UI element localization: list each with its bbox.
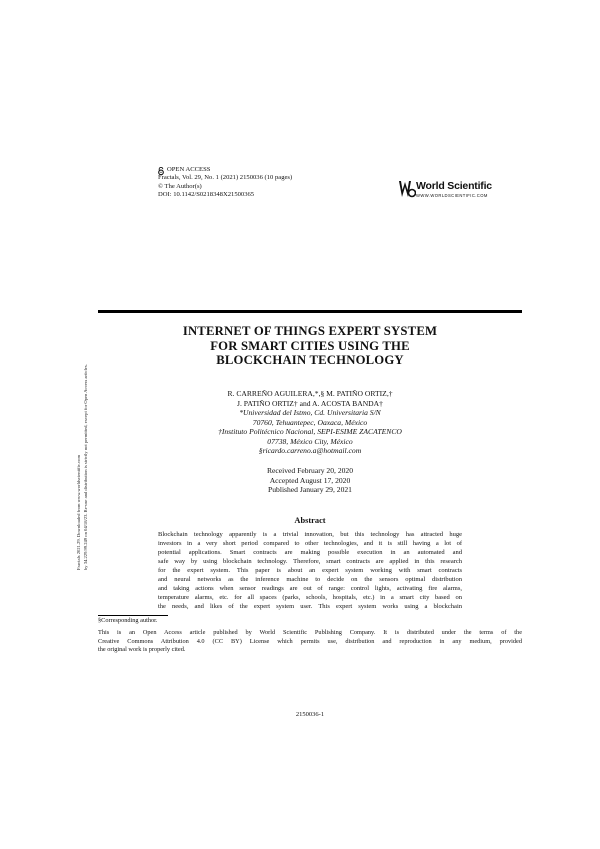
copyright-line: © The Author(s) (158, 182, 202, 190)
published-date: Published January 29, 2021 (268, 485, 352, 495)
title-line-1: INTERNET OF THINGS EXPERT SYSTEM (182, 324, 438, 338)
authors-line-2: J. PATIÑO ORTIZ† and A. ACOSTA BANDA† (237, 398, 383, 408)
affiliation-2-line-1: †Instituto Politécnico Nacional, SEPI-ESIME ZACATENCO (218, 427, 402, 436)
world-scientific-emblem-icon (398, 179, 416, 201)
open-access-lock-icon (158, 167, 164, 174)
side-note-line-1: Fractals 2021.29. Downloaded from www.worldscientific.com (76, 454, 81, 570)
license-line: Creative Commons Attribution 4.0 (CC BY) License which permits use, distribution and reproduction in any medium, provided (98, 637, 522, 645)
title-line-2: FOR SMART CITIES USING THE (210, 338, 410, 353)
license-line: This is an Open Access article published by World Scientific Publishing Company. It is distributed under the terms of the (98, 629, 522, 636)
accepted-date: Accepted August 17, 2020 (269, 475, 351, 485)
abstract-line: for the expert system. This paper is about an expert system working with smart contracts (158, 566, 462, 574)
journal-citation: Fractals, Vol. 29, No. 1 (2021) 2150036 (10 pages) (158, 174, 293, 182)
affiliation-2-line-2: 07738, México City, México (267, 436, 353, 446)
journal-metadata (158, 166, 292, 199)
header-rule (98, 310, 522, 313)
footnote-rule (98, 615, 168, 616)
affiliation-1-line-2: 70760, Tehuantepec, Oaxaca, México (252, 417, 368, 427)
license-note (98, 629, 522, 655)
abstract-line: temperature alarms, etc. for all spaces (parks, schools, hospitals, etc.) in a smart city based on (158, 593, 462, 601)
side-note-line-2: by 34.229.99.249 on 04/18/23. Re-use and distribution is strictly not permitted, except for Open Access articles. (82, 364, 88, 570)
affiliation-1-line-1: *Universidad del Istmo, Cd. Universitaria S/N (239, 408, 381, 417)
open-access-label: OPEN ACCESS (167, 166, 211, 173)
abstract-heading: Abstract (294, 516, 326, 525)
abstract-text (158, 531, 462, 612)
doi-line[interactable]: DOI: 10.1142/S0218348X21500365 (158, 190, 255, 198)
abstract-line: the needs, and likes of the expert system user. This expert system works using a blockchain (158, 602, 462, 610)
abstract-line: and taking actions when sensor readings are out of range: control lights, activating fire alarms, (158, 584, 462, 592)
author-email[interactable]: §ricardo.carreno.a@hotmail.com (258, 446, 362, 455)
abstract-line: potential applications. Smart contracts are making possible execution in an automated and (158, 548, 462, 556)
authors-block (140, 389, 480, 456)
abstract-line: investors in a very short period compared to other technologies, and it is still having a lot of (158, 539, 462, 547)
corresponding-author-note: §Corresponding author. (98, 617, 158, 624)
publisher-name: World Scientific (416, 180, 492, 192)
publisher-tagline: WWW.WORLDSCIENTIFIC.COM (416, 193, 488, 198)
license-line: the original work is properly cited. (98, 646, 186, 654)
received-date: Received February 20, 2020 (266, 466, 354, 475)
article-dates (200, 466, 420, 495)
article-title (110, 324, 510, 368)
abstract-line: Blockchain technology apparently is a trivial innovation, but this technology has attracted huge (158, 531, 462, 538)
abstract-line: and neural networks as the inference machine to decide on the sensors optimal distribution (158, 575, 462, 583)
abstract-line: safe way by using blockchain technology. Therefore, smart contracts are applied in this research (158, 557, 462, 565)
open-access-row (158, 166, 292, 174)
page-number: 2150036-1 (295, 711, 325, 718)
side-download-note (76, 300, 106, 570)
authors-line-1: R. CARREÑO AGUILERA,*,§ M. PATIÑO ORTIZ,† (227, 389, 393, 398)
title-line-3: BLOCKCHAIN TECHNOLOGY (216, 353, 404, 367)
